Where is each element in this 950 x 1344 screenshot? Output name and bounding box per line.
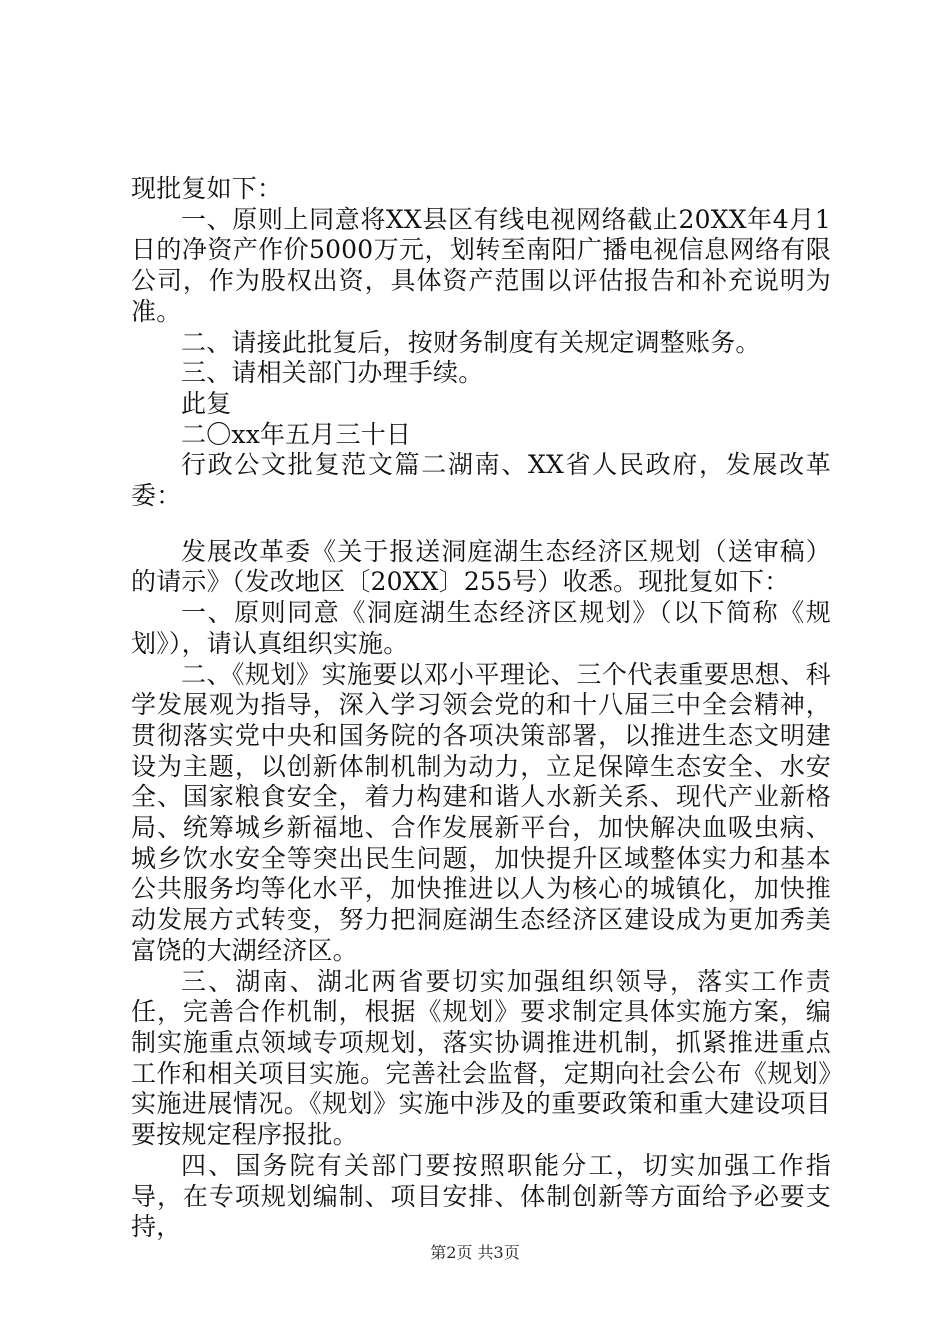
page-footer: 第2页 共3页	[430, 1243, 520, 1262]
paragraph-request-received: 发展改革委《关于报送洞庭湖生态经济区规划（送审稿）的请示》（发改地区〔20XX〕255号）收悉。现批复如下：	[131, 536, 831, 597]
paragraph-item-2: 二、请接此批复后，按财务制度有关规定调整账务。	[181, 327, 761, 357]
paragraph-plan-item-3: 三、湖南、湖北两省要切实加强组织领导，落实工作责任，完善合作机制，根据《规划》要求制定具体实施方案，编制实施重点领域专项规划，落实协调推进机制，抓紧推进重点工作和相关项目实施。完善社会监督，定期向社会公布《规划》实施进展情况。《规划》实施中涉及的重要政策和重大建设项目要按规定程序报批。	[131, 966, 831, 1150]
paragraph-plan-item-2: 二、《规划》实施要以邓小平理论、三个代表重要思想、科学发展观为指导，深入学习领会党的和十八届三中全会精神，贯彻落实党中央和国务院的各项决策部署，以推进生态文明建设为主题，以创新体制机制为动力，立足保障生态安全、水安全、国家粮食安全，着力构建和谐人水新关系、现代产业新格局、统筹城乡新福地、合作发展新平台，加快解决血吸虫病、城乡饮水安全等突出民生问题，加快提升区域整体实力和基本公共服务均等化水平，加快推进以人为核心的城镇化，加快推动发展方式转变，努力把洞庭湖生态经济区建设成为更加秀美富饶的大湖经济区。	[131, 659, 831, 965]
paragraph-item-3: 三、请相关部门办理手续。	[181, 358, 484, 388]
document-body	[131, 174, 831, 1243]
paragraph-closing: 此复	[181, 388, 232, 418]
paragraph-section-two-heading: 行政公文批复范文篇二湖南、XX省人民政府，发展改革委：	[131, 450, 831, 511]
paragraph-reply-intro: 现批复如下：	[131, 174, 283, 203]
paragraph-date: 二〇xx年五月三十日	[181, 419, 412, 449]
paragraph-item-1: 一、原则上同意将XX县区有线电视网络截止20XX年4月1日的净资产作价5000万元，划转至南阳广播电视信息网络有限公司，作为股权出资，具体资产范围以评估报告和补充说明为准。	[131, 204, 831, 326]
paragraph-plan-item-4: 四、国务院有关部门要按照职能分工，切实加强工作指导，在专项规划编制、项目安排、体制创新等方面给予必要支持，	[131, 1150, 831, 1242]
paragraph-plan-item-1: 一、原则同意《洞庭湖生态经济区规划》（以下简称《规划》），请认真组织实施。	[131, 598, 831, 658]
